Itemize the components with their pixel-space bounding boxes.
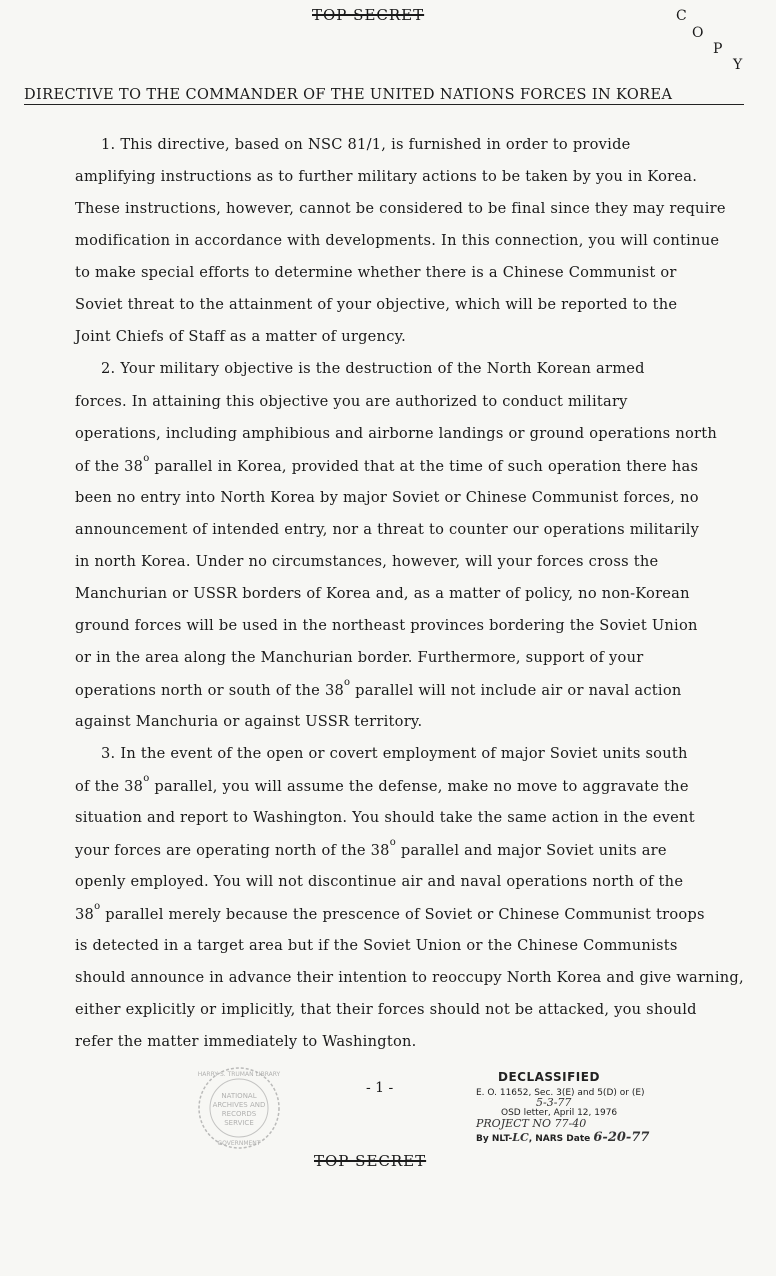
paragraph-line: Joint Chiefs of Staff as a matter of urgency. (75, 328, 407, 345)
degree-mark: o (344, 677, 351, 688)
declassification-block (476, 1070, 696, 1145)
paragraph-line: of the 38$^o$ parallel in Korea, provided that at the time of such operation there has (75, 453, 699, 475)
handwritten-initials: LC (512, 1131, 529, 1144)
paragraph-line: 2. Your military objective is the destruction of the North Korean armed (101, 360, 645, 377)
paragraph-line: situation and report to Washington. You should take the same action in the event (75, 809, 695, 826)
declassified-by-line: By NLT-LC, NARS Date 6-20-77 (476, 1130, 650, 1145)
degree-mark: o (94, 901, 101, 912)
paragraph-line: operations north or south of the 38$^o$ parallel will not include air or naval action (75, 677, 682, 699)
seal-text: SERVICE (224, 1119, 254, 1127)
seal-text: NATIONAL (221, 1092, 257, 1100)
classification-bottom: TOP SECRET (314, 1152, 427, 1170)
declassified-osd-line: OSD letter, April 12, 1976 (501, 1108, 618, 1118)
seal-text: RECORDS (221, 1110, 257, 1118)
paragraph-line: Manchurian or USSR borders of Korea and, as a matter of policy, no non-Korean (75, 585, 690, 602)
paragraph-line: ground forces will be used in the northeast provinces bordering the Soviet Union (75, 617, 698, 634)
handwritten-project: PROJECT NO 77-40 (476, 1117, 587, 1130)
paragraph-line: 38$^o$ parallel merely because the prescence of Soviet or Chinese Communist troops (75, 901, 705, 923)
paragraph-line: openly employed. You will not discontinue air and naval operations north of the (75, 873, 684, 890)
copy-mark-y: Y (733, 57, 743, 73)
classification-top: TOP SECRET (312, 6, 425, 24)
paragraph-line: been no entry into North Korea by major Soviet or Chinese Communist forces, no (75, 489, 699, 506)
paragraph-line: These instructions, however, cannot be considered to be final since they may require (75, 200, 726, 217)
paragraph-line: 3. In the event of the open or covert employment of major Soviet units south (101, 745, 688, 762)
directive-title: DIRECTIVE TO THE COMMANDER OF THE UNITED NATIONS FORCES IN KOREA (24, 87, 744, 105)
seal-text: ARCHIVES AND (212, 1101, 266, 1109)
paragraph-line: announcement of intended entry, nor a threat to counter our operations militarily (75, 521, 700, 538)
copy-mark-c: C (676, 8, 687, 24)
paragraph-line: is detected in a target area but if the Soviet Union or the Chinese Communists (75, 937, 678, 954)
page-number: - 1 - (366, 1080, 394, 1096)
paragraph-line: Soviet threat to the attainment of your objective, which will be reported to the (75, 296, 678, 313)
paragraph-line: against Manchuria or against USSR territory. (75, 713, 423, 730)
degree-mark: o (143, 773, 150, 784)
copy-mark-o: O (692, 25, 704, 41)
degree-mark: o (389, 837, 396, 848)
paragraph-line: should announce in advance their intention to reoccupy North Korea and give warning, (75, 969, 744, 986)
seal-icon (196, 1065, 282, 1151)
handwritten-date: 5-3-77 (536, 1096, 572, 1109)
paragraph-line: refer the matter immediately to Washington. (75, 1033, 417, 1050)
paragraph-line: your forces are operating north of the 38$^o$ parallel and major Soviet units are (75, 837, 667, 859)
paragraph-line: modification in accordance with developments. In this connection, you will continue (75, 232, 720, 249)
degree-mark: o (143, 453, 150, 464)
paragraph-line: amplifying instructions as to further military actions to be taken by you in Korea. (75, 168, 698, 185)
paragraph-line: of the 38$^o$ parallel, you will assume the defense, make no move to aggravate the (75, 773, 689, 795)
paragraph-line: forces. In attaining this objective you are authorized to conduct military (75, 393, 628, 410)
declassified-eo-line: E. O. 11652, Sec. 3(E) and 5(D) or (E) (476, 1088, 645, 1098)
paragraph-line: 1. This directive, based on NSC 81/1, is furnished in order to provide (101, 136, 631, 153)
paragraph-line: or in the area along the Manchurian border. Furthermore, support of your (75, 649, 644, 666)
paragraph-line: to make special efforts to determine whether there is a Chinese Communist or (75, 264, 677, 281)
handwritten-date: 6-20-77 (593, 1130, 650, 1145)
paragraph-line: in north Korea. Under no circumstances, however, will your forces cross the (75, 553, 659, 570)
declassified-title: DECLASSIFIED (498, 1070, 600, 1084)
paragraph-line: either explicitly or implicitly, that their forces should not be attacked, you should (75, 1001, 697, 1018)
copy-mark-p: P (713, 41, 723, 57)
archive-stamp (196, 1065, 282, 1151)
seal-text: HARRY S. TRUMAN LIBRARY (197, 1071, 281, 1078)
seal-text: GOVERNMENT (217, 1140, 261, 1147)
paragraph-line: operations, including amphibious and airborne landings or ground operations north (75, 425, 717, 442)
